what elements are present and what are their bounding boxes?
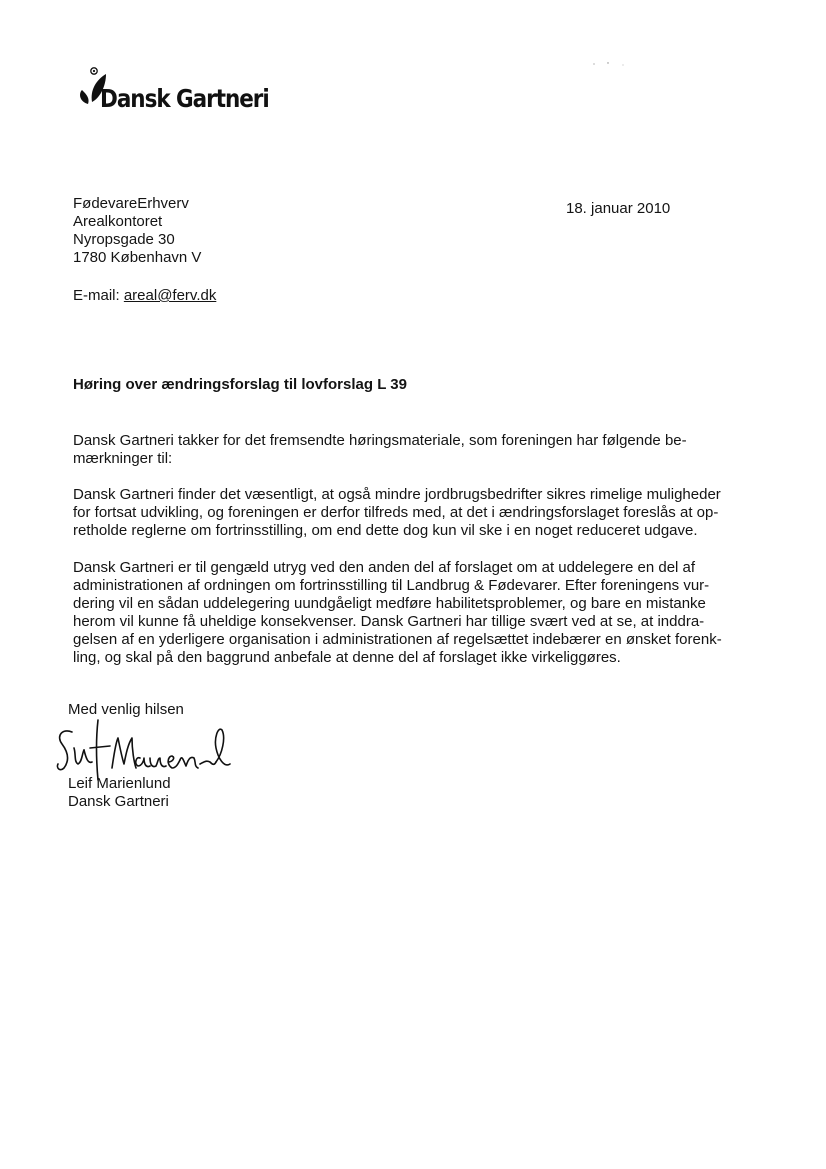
recipient-address — [73, 195, 201, 267]
letter-date: 18. januar 2010 — [566, 200, 671, 217]
paragraph-line: Dansk Gartneri finder det væsentligt, at også mindre jordbrugsbedrifter sikres rimelige muligheder — [73, 486, 721, 503]
paragraph-line: retholde reglerne om fortrinsstilling, om end dette dog kun vil ske i en noget reduceret udgave. — [73, 522, 698, 539]
address-line: 1780 København V — [73, 249, 202, 266]
paragraph — [73, 559, 763, 667]
paragraph-line: dering vil en sådan uddelegering uundgåeligt medføre habilitetsproblemer, og bare en mistanke — [73, 595, 706, 612]
paragraph-line: herom vil kunne få uheldige konsekvenser. Dansk Gartneri har tillige svært ved at se, at inddra- — [73, 613, 705, 630]
recipient-email — [73, 287, 216, 305]
address-line: FødevareErhverv — [73, 195, 189, 212]
paragraph-line: gelsen af en yderligere organisation i administrationen af regelsættet indebærer en ønsket forenk- — [73, 631, 722, 648]
paragraph-line: Dansk Gartneri er til gengæld utryg ved den anden del af forslaget om at uddelegere en del af — [73, 559, 696, 576]
company-logo — [78, 62, 278, 122]
signatory-organization: Dansk Gartneri — [68, 793, 169, 810]
scan-specks — [590, 60, 630, 68]
letter-subject: Høring over ændringsforslag til lovforslag L 39 — [73, 376, 407, 393]
logo-text: Dansk Gartneri — [100, 84, 269, 113]
signatory-name: Leif Marienlund — [68, 775, 171, 792]
paragraph — [73, 432, 763, 468]
paragraph-line: ling, og skal på den baggrund anbefale at denne del af forslaget ikke virkeliggøres. — [73, 649, 621, 666]
address-line: Arealkontoret — [73, 213, 163, 230]
email-label: E-mail: — [73, 287, 120, 304]
email-link[interactable]: areal@ferv.dk — [123, 287, 217, 304]
paragraph-line: for fortsat udvikling, og foreningen er derfor tilfreds med, at det i ændringsforslaget foreslås at op- — [73, 504, 719, 521]
closing-phrase: Med venlig hilsen — [68, 701, 184, 718]
paragraph-line: mærkninger til: — [73, 450, 173, 467]
paragraph-line: Dansk Gartneri takker for det fremsendte høringsmateriale, som foreningen har følgende be- — [73, 432, 687, 449]
paragraph-line: administrationen af ordningen om fortrinsstilling til Landbrug & Fødevarer. Efter foreningens vur- — [73, 577, 710, 594]
paragraph — [73, 486, 763, 540]
address-line: Nyropsgade 30 — [73, 231, 175, 248]
